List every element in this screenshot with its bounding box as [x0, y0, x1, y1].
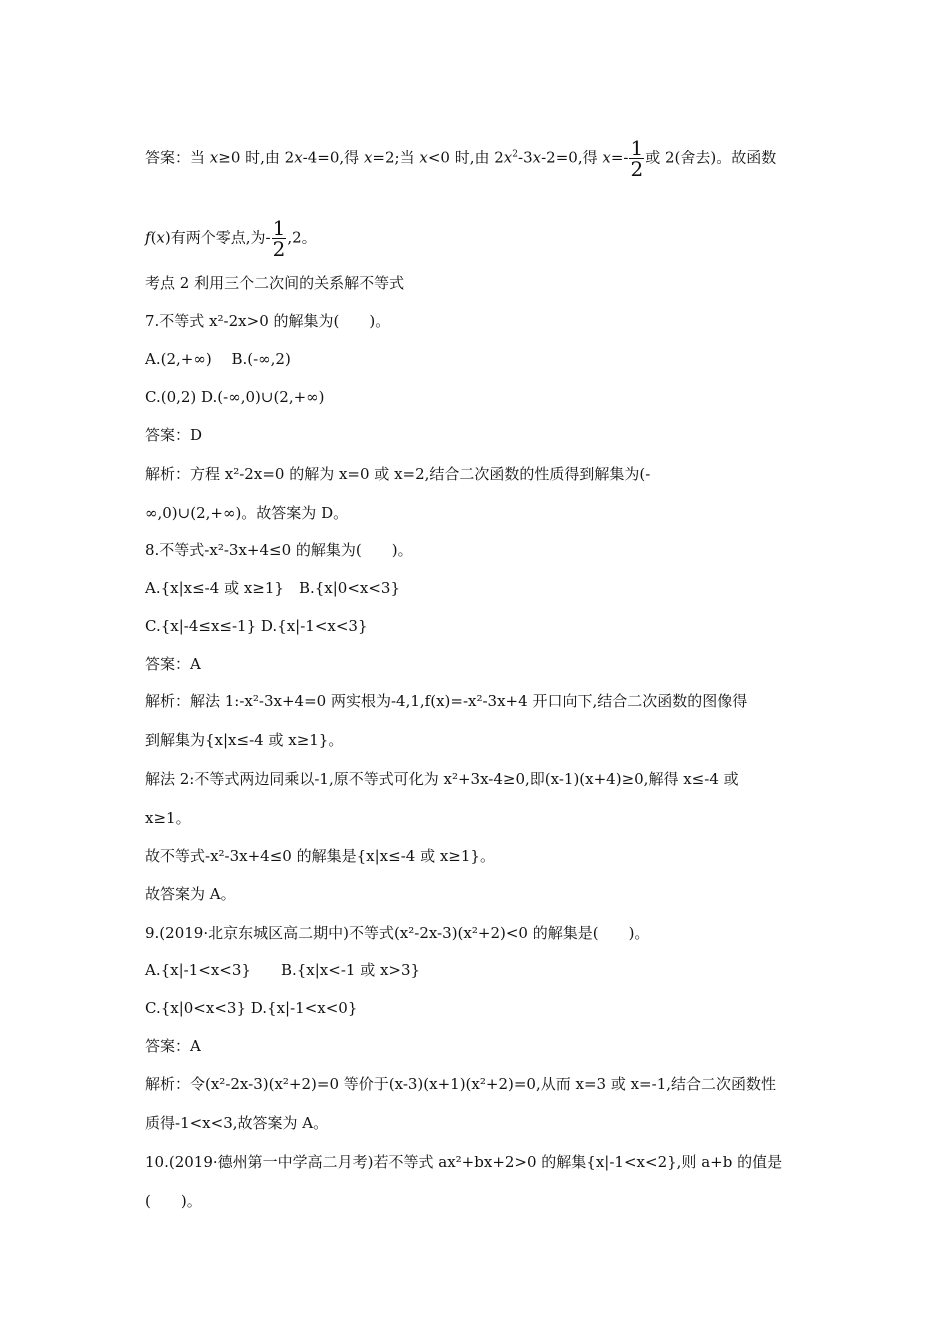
- q9-options-cd: C.{x|0<x<3} D.{x|-1<x<0}: [145, 999, 358, 1017]
- q8-answer: 答案：A: [145, 655, 201, 673]
- question-9: 9.(2019·北京东城区高二期中)不等式(x²-2x-3)(x²+2)<0 的解集是( )。: [145, 924, 650, 942]
- question-8: 8.不等式-x²-3x+4≤0 的解集为( )。: [145, 541, 413, 559]
- q7-options-ab: A.(2,+∞) B.(-∞,2): [145, 350, 291, 368]
- q8-analysis-4: x≥1。: [145, 809, 191, 827]
- q9-analysis-1: 解析：令(x²-2x-3)(x²+2)=0 等价于(x-3)(x+1)(x²+2)=0,从而 x=3 或 x=-1,结合二次函数性: [145, 1075, 777, 1093]
- q8-analysis-1: 解析：解法 1:-x²-3x+4=0 两实根为-4,1,f(x)=-x²-3x+4 开口向下,结合二次函数的图像得: [145, 692, 748, 710]
- answer-line-6b: f(x)有两个零点,为- $\frac{1}{2}$ ,2。: [145, 216, 317, 261]
- q8-options-ab: A.{x|x≤-4 或 x≥1} B.{x|0<x<3}: [145, 579, 401, 597]
- q8-analysis-2: 到解集为{x|x≤-4 或 x≥1}。: [145, 731, 344, 749]
- fraction-one-half: $\frac{1}{2}$: [272, 216, 286, 261]
- q8-analysis-5: 故不等式-x²-3x+4≤0 的解集是{x|x≤-4 或 x≥1}。: [145, 847, 495, 865]
- question-10: 10.(2019·德州第一中学高二月考)若不等式 ax²+bx+2>0 的解集{x|-1<x<2},则 a+b 的值是: [145, 1153, 783, 1171]
- q7-answer: 答案：D: [145, 426, 203, 444]
- section-heading: 考点 2 利用三个二次间的关系解不等式: [145, 274, 405, 292]
- q7-analysis-1: 解析：方程 x²-2x=0 的解为 x=0 或 x=2,结合二次函数的性质得到解集为(-: [145, 465, 651, 483]
- q8-analysis-3: 解法 2:不等式两边同乘以-1,原不等式可化为 x²+3x-4≥0,即(x-1)(x+4)≥0,解得 x≤-4 或: [145, 770, 739, 788]
- q7-options-cd: C.(0,2) D.(-∞,0)∪(2,+∞): [145, 388, 325, 406]
- question-10-paren: ( )。: [145, 1192, 202, 1210]
- fraction-one-half: $\frac{1}{2}$: [630, 136, 644, 181]
- q8-options-cd: C.{x|-4≤x≤-1} D.{x|-1<x<3}: [145, 617, 368, 635]
- question-7: 7.不等式 x²-2x>0 的解集为( )。: [145, 312, 391, 330]
- q9-analysis-2: 质得-1<x<3,故答案为 A。: [145, 1114, 329, 1132]
- q8-analysis-6: 故答案为 A。: [145, 885, 236, 903]
- q9-answer: 答案：A: [145, 1037, 201, 1055]
- q9-options-ab: A.{x|-1<x<3} B.{x|x<-1 或 x>3}: [145, 961, 421, 979]
- q7-analysis-2: ∞,0)∪(2,+∞)。故答案为 D。: [145, 504, 349, 522]
- answer-line-6a: 答案：当 x≥0 时,由 2x-4=0,得 x=2;当 x<0 时,由 $2x^2-3x-2=0$,得 x=- $\frac{1}{2}$ 或 2(舍去)。故函数: [145, 136, 777, 181]
